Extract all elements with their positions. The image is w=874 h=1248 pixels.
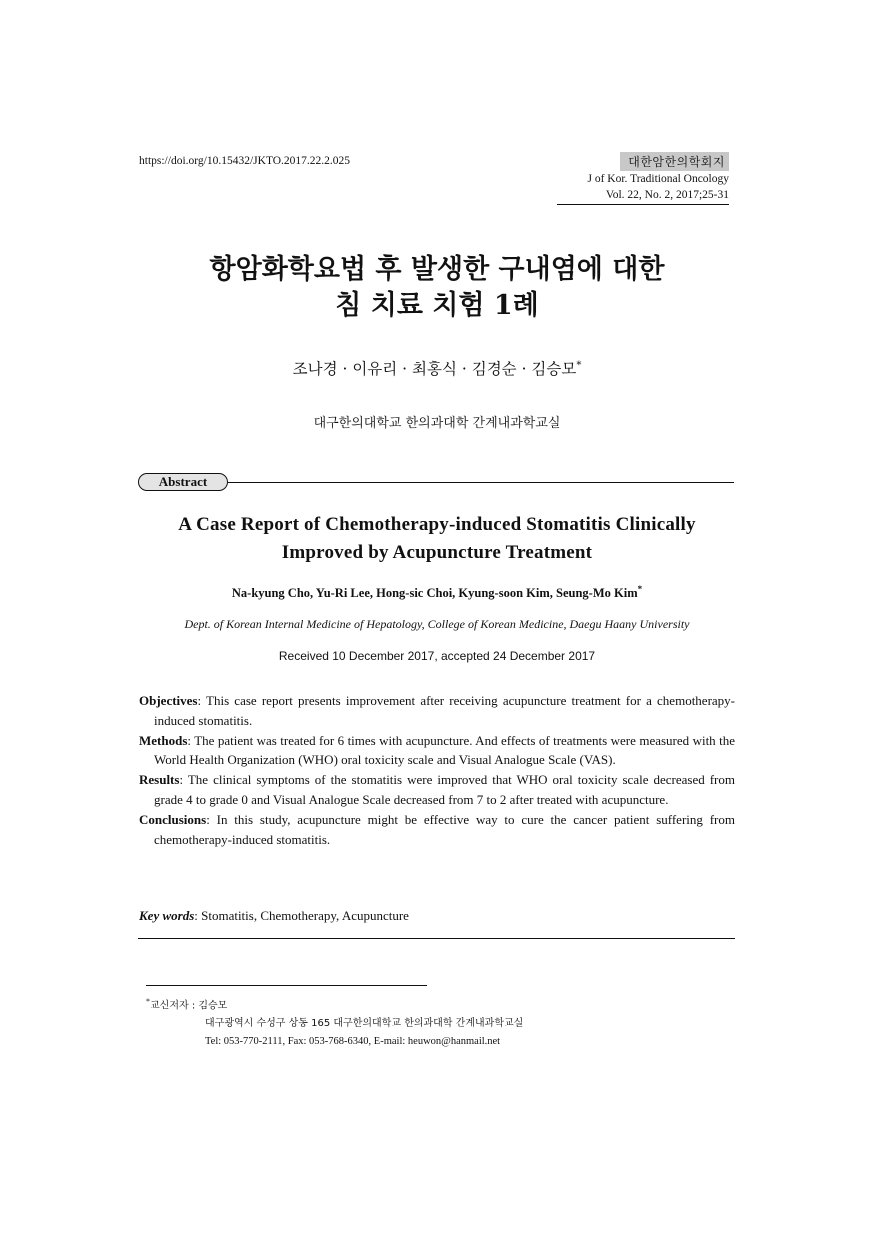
keywords-label: Key words <box>139 908 195 923</box>
abstract-divider <box>228 482 734 483</box>
footnote-correspondence: 교신저자 : 김승모 <box>150 1000 228 1012</box>
korean-title-line1: 항암화학요법 후 발생한 구내염에 대한 <box>209 254 665 285</box>
footnote-contact: Tel: 053-770-2111, Fax: 053-768-6340, E-mail: heuwon@hanmail.net <box>205 1035 501 1047</box>
conclusions-text: : In this study, acupuncture might be effective way to cure the cancer patient suffering from chemotherapy-induced stomatitis. <box>154 811 735 847</box>
korean-authors <box>0 357 874 379</box>
korean-author-list: 조나경 · 이유리 · 최홍식 · 김경순 · 김승모 <box>292 360 577 378</box>
korean-title-line2: 침 치료 치험 1례 <box>335 290 539 321</box>
english-corresponding-mark: * <box>637 584 643 594</box>
results-label: Results <box>139 772 180 788</box>
journal-name-english: J of Kor. Traditional Oncology <box>587 173 729 185</box>
conclusions-label: Conclusions <box>139 811 207 827</box>
objectives-label: Objectives <box>139 693 198 708</box>
footnote-mark: * <box>146 997 150 1006</box>
journal-info <box>557 152 729 205</box>
abstract-body <box>139 691 735 849</box>
korean-title <box>0 252 874 324</box>
doi-link[interactable]: https://doi.org/10.15432/JKTO.2017.22.2.025 <box>139 155 351 167</box>
footnote-address: 대구광역시 수성구 상동 165 대구한의대학교 한의과대학 간계내과학교실 <box>205 1018 524 1029</box>
objectives-paragraph <box>139 691 735 731</box>
english-affiliation: Dept. of Korean Internal Medicine of Hepatology, College of Korean Medicine, Daegu Haany University <box>184 617 690 631</box>
footnote <box>146 993 746 1050</box>
journal-volume: Vol. 22, No. 2, 2017;25-31 <box>557 187 729 205</box>
methods-text: : The patient was treated for 6 times with acupuncture. And effects of treatments were measured with the World Health Organization (WHO) oral toxicity scale and Visual Analogue Scale (VAS). <box>154 732 735 768</box>
abstract-label: Abstract <box>138 473 228 491</box>
keywords-divider <box>138 938 735 939</box>
corresponding-mark: * <box>576 359 582 371</box>
methods-label: Methods <box>139 732 188 748</box>
keywords <box>139 908 735 924</box>
english-title-line2: Improved by Acupuncture Treatment <box>281 542 593 563</box>
methods-paragraph <box>139 731 735 771</box>
footnote-divider <box>146 985 427 986</box>
journal-name-korean: 대한암한의학회지 <box>620 152 729 171</box>
korean-affiliation: 대구한의대학교 한의과대학 간계내과학교실 <box>313 416 561 431</box>
received-dates: Received 10 December 2017, accepted 24 December 2017 <box>278 649 596 663</box>
english-title-line1: A Case Report of Chemotherapy-induced Stomatitis Clinically <box>178 514 696 535</box>
english-title <box>120 511 754 567</box>
conclusions-paragraph <box>139 810 735 850</box>
english-authors <box>0 584 874 601</box>
keywords-text: : Stomatitis, Chemotherapy, Acupuncture <box>194 908 409 923</box>
objectives-text: : This case report presents improvement after receiving acupuncture treatment for a chemotherapy-induced stomatitis. <box>154 693 735 728</box>
results-paragraph <box>139 770 735 810</box>
results-text: : The clinical symptoms of the stomatitis were improved that WHO oral toxicity scale decreased from grade 4 to grade 0 and Visual Analogue Scale decreased from 7 to 2 after treated with acupuncture. <box>154 772 735 807</box>
english-author-list: Na-kyung Cho, Yu-Ri Lee, Hong-sic Choi, Kyung-soon Kim, Seung-Mo Kim <box>231 586 638 601</box>
